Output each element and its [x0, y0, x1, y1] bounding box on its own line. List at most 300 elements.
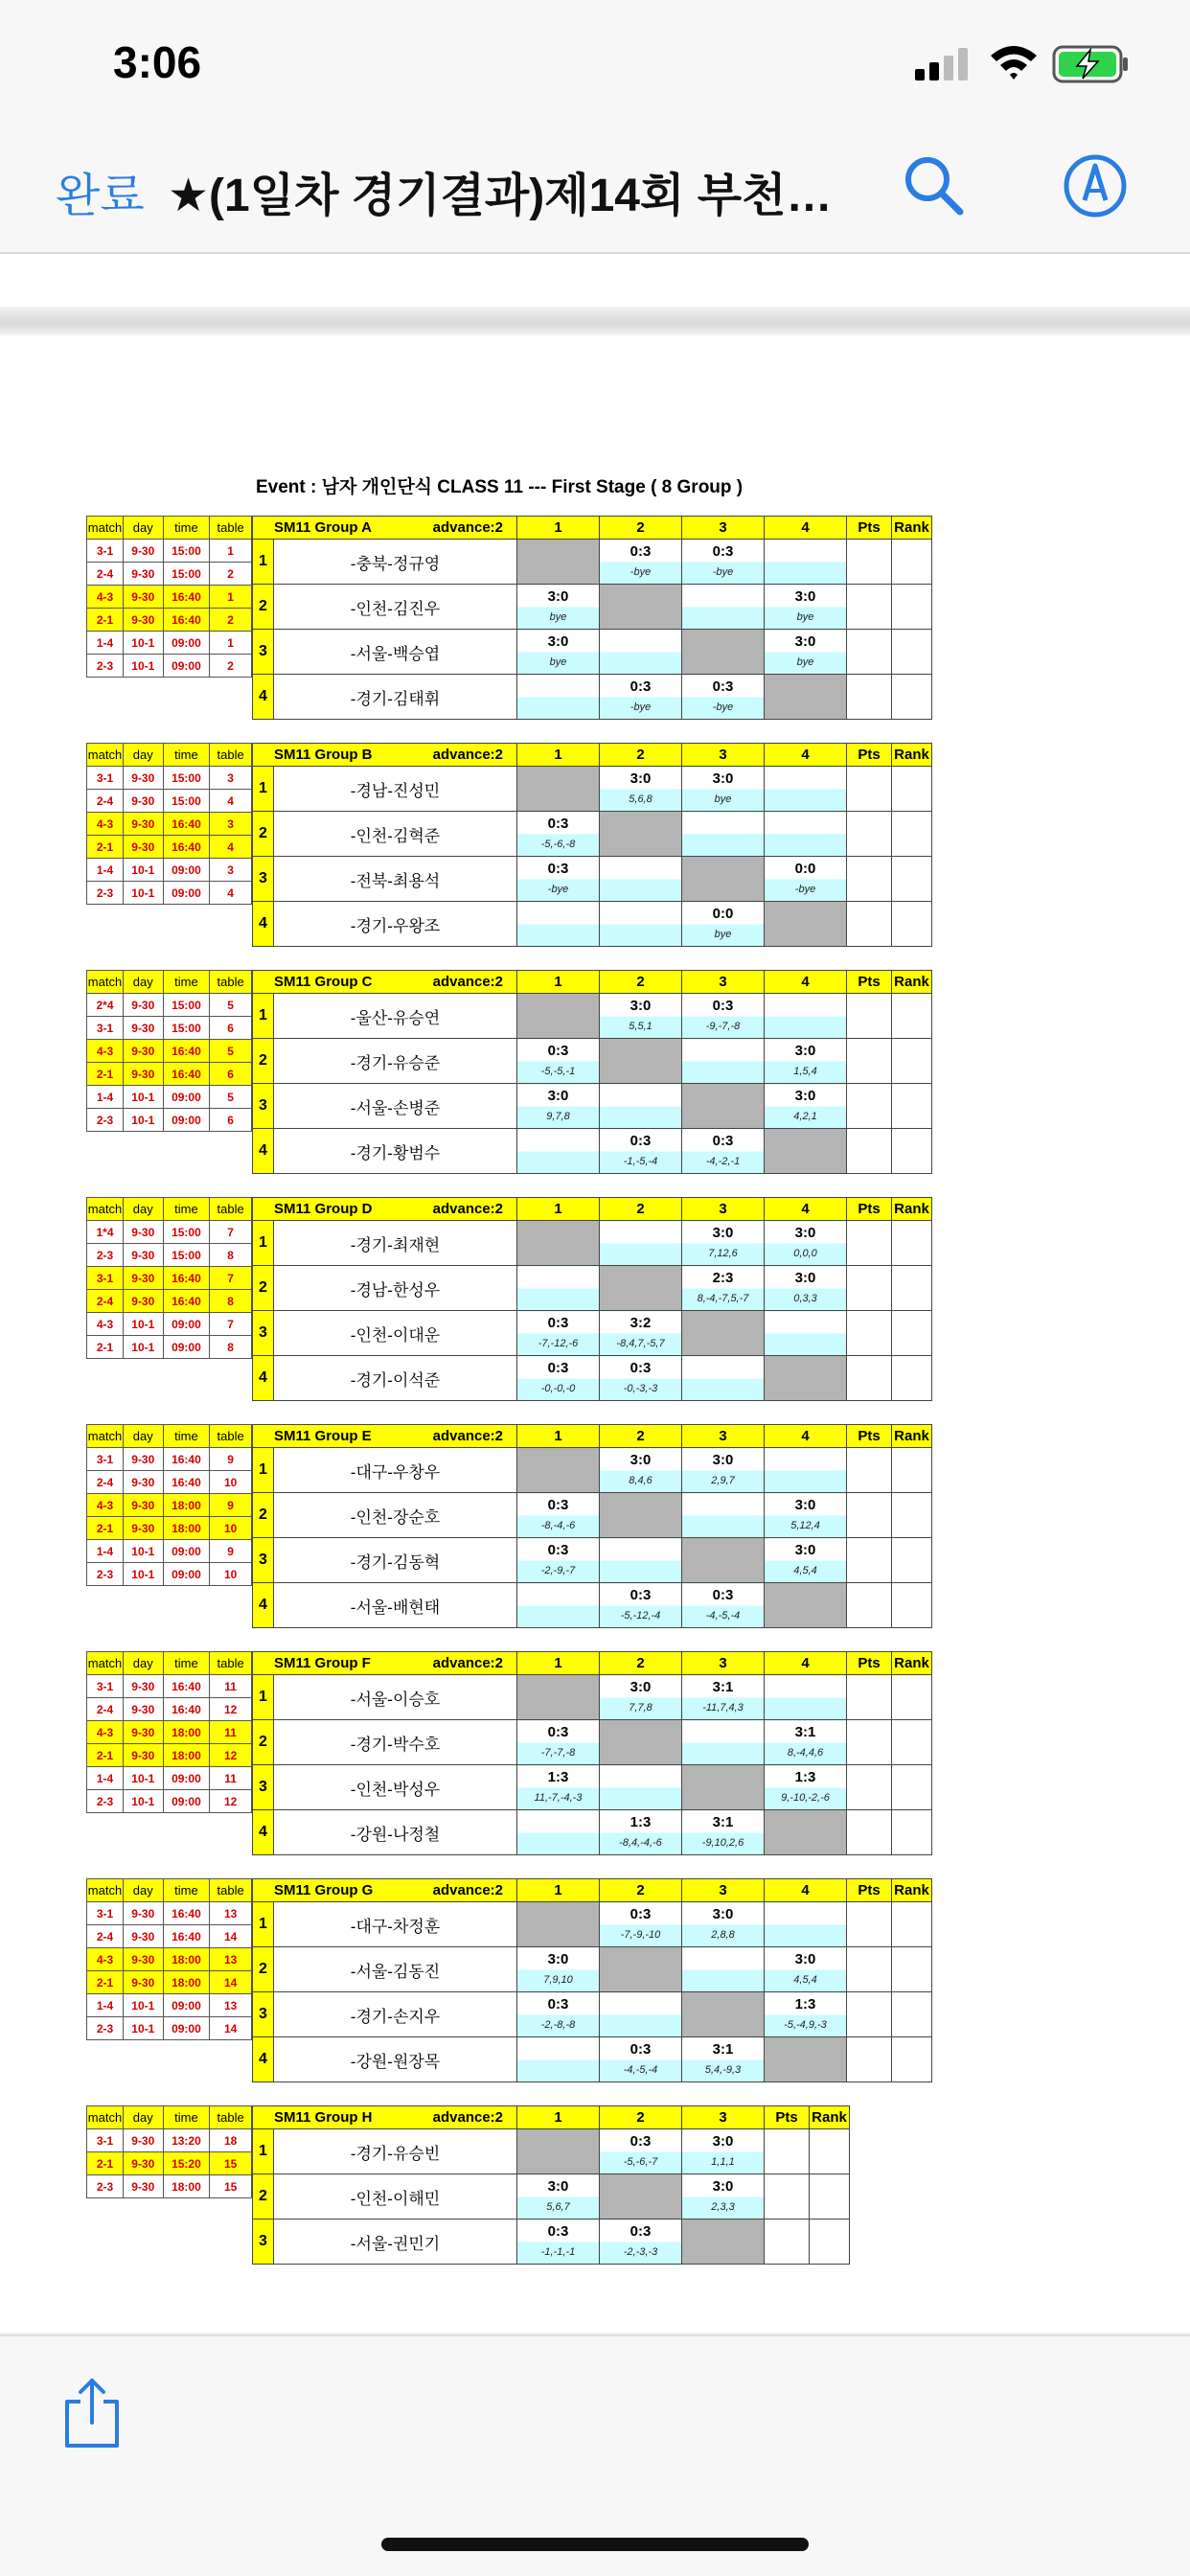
- rank-cell: [892, 1720, 932, 1765]
- self-match-cell: [682, 2220, 765, 2265]
- schedule-row: [87, 813, 252, 836]
- match-result-cell: [517, 675, 600, 720]
- player-name: -전북-최용석: [274, 857, 517, 902]
- player-number: 1: [253, 1221, 274, 1266]
- self-match-cell: [517, 2129, 600, 2174]
- schedule-table: [86, 1878, 252, 2040]
- pts-cell: [765, 2174, 810, 2220]
- schedule-cell: 7: [210, 1221, 252, 1244]
- match-result-cell: [517, 1311, 600, 1356]
- match-result-cell: [765, 857, 847, 902]
- done-button[interactable]: 완료: [56, 171, 145, 221]
- schedule-cell: 09:00: [163, 1767, 210, 1790]
- schedule-row: [87, 1517, 252, 1540]
- schedule-cell: 5: [210, 1040, 252, 1063]
- schedule-row: [87, 1902, 252, 1925]
- schedule-cell: 13: [210, 1994, 252, 2017]
- results-header-row: [253, 517, 932, 540]
- schedule-cell: 1: [210, 540, 252, 563]
- schedule-cell: 16:40: [163, 1448, 210, 1471]
- match-score: 0:3: [547, 1497, 569, 1513]
- match-result-cell: [517, 2220, 600, 2265]
- schedule-header-cell: table: [210, 2106, 252, 2129]
- schedule-cell: 3-1: [87, 767, 124, 790]
- schedule-cell: 14: [210, 2017, 252, 2040]
- opponent-header: 4: [765, 1425, 847, 1448]
- event-title: Event : 남자 개인단식 CLASS 11 --- First Stage ( 8 Group ): [256, 477, 744, 497]
- player-number: 2: [253, 1266, 274, 1311]
- schedule-header-row: [87, 971, 252, 994]
- match-score: 0:3: [629, 1587, 652, 1603]
- opponent-header: 2: [600, 1652, 682, 1675]
- match-result-cell: [517, 1992, 600, 2037]
- schedule-cell: 9-30: [123, 1721, 163, 1744]
- opponent-header: 1: [517, 971, 600, 994]
- match-score: 3:0: [794, 588, 816, 605]
- rank-cell: [892, 540, 932, 585]
- match-result-cell: [600, 2037, 682, 2082]
- schedule-cell: 4-3: [87, 1948, 124, 1971]
- opponent-header: 2: [600, 744, 682, 767]
- match-result-cell: [600, 2220, 682, 2265]
- schedule-row: [87, 563, 252, 586]
- schedule-cell: 10-1: [123, 1109, 163, 1132]
- results-header-row: [253, 1652, 932, 1675]
- player-number: 2: [253, 1720, 274, 1765]
- pts-cell: [847, 1129, 892, 1174]
- player-name: -울산-유승연: [274, 994, 517, 1039]
- match-result-cell: [682, 1129, 765, 1174]
- schedule-cell: 3-1: [87, 1902, 124, 1925]
- rank-header: Rank: [810, 2106, 850, 2129]
- schedule-cell: 2*4: [87, 994, 124, 1017]
- schedule-cell: 8: [210, 1290, 252, 1313]
- pts-cell: [847, 1947, 892, 1992]
- schedule-cell: 2: [210, 609, 252, 632]
- schedule-row: [87, 790, 252, 813]
- opponent-header: 1: [517, 744, 600, 767]
- schedule-cell: 16:40: [163, 1040, 210, 1063]
- player-name: -인천-이대운: [274, 1311, 517, 1356]
- match-detail: -7,-7,-8: [540, 1747, 576, 1759]
- match-result-cell: [517, 1084, 600, 1129]
- match-score: 3:1: [712, 2041, 734, 2058]
- schedule-header-cell: match: [87, 971, 124, 994]
- schedule-header-cell: match: [87, 1652, 124, 1675]
- player-name: -서울-권민기: [274, 2220, 517, 2265]
- match-score: 1:3: [794, 1996, 816, 2012]
- rank-cell: [892, 857, 932, 902]
- page-separator: [0, 307, 1190, 335]
- player-row: [253, 1902, 932, 1947]
- schedule-header-row: [87, 517, 252, 540]
- schedule-row: [87, 767, 252, 790]
- schedule-row: [87, 1744, 252, 1767]
- home-indicator[interactable]: [381, 2538, 809, 2551]
- schedule-cell: 09:00: [163, 2017, 210, 2040]
- self-match-cell: [600, 1720, 682, 1765]
- schedule-cell: 9-30: [123, 1971, 163, 1994]
- match-result-cell: [765, 1765, 847, 1810]
- match-result-cell: [517, 630, 600, 675]
- match-result-cell: [682, 2129, 765, 2174]
- schedule-header-row: [87, 2106, 252, 2129]
- match-result-cell: [600, 675, 682, 720]
- match-result-cell: [517, 902, 600, 947]
- rank-cell: [892, 1675, 932, 1720]
- wifi-icon: [989, 42, 1039, 80]
- opponent-header: 4: [765, 744, 847, 767]
- match-detail: 1,5,4: [793, 1066, 817, 1077]
- player-row: [253, 1720, 932, 1765]
- schedule-row: [87, 1063, 252, 1086]
- rank-cell: [892, 630, 932, 675]
- match-result-cell: [765, 1538, 847, 1583]
- match-result-cell: [600, 1311, 682, 1356]
- player-number: 1: [253, 1675, 274, 1720]
- schedule-header-cell: match: [87, 1198, 124, 1221]
- schedule-cell: 16:40: [163, 836, 210, 859]
- player-row: [253, 2129, 850, 2174]
- schedule-row: [87, 1040, 252, 1063]
- schedule-cell: 11: [210, 1675, 252, 1698]
- pts-cell: [847, 1448, 892, 1493]
- advance-label: advance:2: [432, 974, 503, 990]
- match-result-cell: [517, 2174, 600, 2220]
- match-detail: -4,-5,-4: [705, 1610, 741, 1622]
- match-result-cell: [682, 1266, 765, 1311]
- pts-cell: [847, 1902, 892, 1947]
- player-row: [253, 994, 932, 1039]
- schedule-cell: 9-30: [123, 767, 163, 790]
- schedule-cell: 3: [210, 813, 252, 836]
- match-detail: 2,9,7: [711, 1475, 735, 1486]
- signal-icon: [915, 48, 973, 80]
- schedule-cell: 15:20: [163, 2152, 210, 2175]
- player-row: [253, 1493, 932, 1538]
- schedule-row: [87, 2129, 252, 2152]
- rank-header: Rank: [892, 1425, 932, 1448]
- rank-cell: [892, 994, 932, 1039]
- player-row: [253, 1129, 932, 1174]
- player-name: -경기-손지우: [274, 1992, 517, 2037]
- pts-header: Pts: [847, 971, 892, 994]
- player-row: [253, 1583, 932, 1628]
- match-detail: 2,3,3: [711, 2201, 735, 2213]
- rank-cell: [892, 1493, 932, 1538]
- schedule-cell: 18:00: [163, 1971, 210, 1994]
- match-detail: -7,-12,-6: [538, 1338, 579, 1349]
- schedule-header-cell: table: [210, 1425, 252, 1448]
- schedule-row: [87, 1971, 252, 1994]
- match-detail: -2,-8,-8: [540, 2019, 576, 2031]
- schedule-cell: 14: [210, 1971, 252, 1994]
- match-detail: -5,-12,-4: [620, 1610, 661, 1622]
- schedule-cell: 2-4: [87, 1290, 124, 1313]
- results-table: [252, 1878, 932, 2082]
- schedule-row: [87, 1448, 252, 1471]
- schedule-cell: 16:40: [163, 586, 210, 609]
- match-score: 1:3: [629, 1814, 652, 1830]
- schedule-cell: 18: [210, 2129, 252, 2152]
- schedule-row: [87, 1290, 252, 1313]
- player-row: [253, 857, 932, 902]
- schedule-cell: 9-30: [123, 1063, 163, 1086]
- schedule-row: [87, 2152, 252, 2175]
- self-match-cell: [600, 1039, 682, 1084]
- self-match-cell: [600, 812, 682, 857]
- schedule-cell: 9-30: [123, 540, 163, 563]
- schedule-cell: 7: [210, 1313, 252, 1336]
- opponent-header: 1: [517, 1652, 600, 1675]
- schedule-row: [87, 1563, 252, 1586]
- markup-icon[interactable]: [1062, 152, 1129, 219]
- player-row: [253, 1538, 932, 1583]
- schedule-cell: 10-1: [123, 1767, 163, 1790]
- match-score: 0:3: [629, 1360, 652, 1376]
- schedule-cell: 9-30: [123, 1698, 163, 1721]
- advance-label: advance:2: [432, 747, 503, 763]
- player-name: -충북-정규영: [274, 540, 517, 585]
- rank-cell: [892, 812, 932, 857]
- player-row: [253, 675, 932, 720]
- schedule-row: [87, 609, 252, 632]
- player-name: -서울-배현태: [274, 1583, 517, 1628]
- schedule-cell: 2-4: [87, 1471, 124, 1494]
- status-bar: [0, 0, 1190, 129]
- match-detail: bye: [549, 611, 567, 623]
- schedule-table: [86, 1424, 252, 1586]
- schedule-cell: 16:40: [163, 1902, 210, 1925]
- battery-charging-icon: [1052, 45, 1131, 83]
- player-row: [253, 1039, 932, 1084]
- schedule-cell: 9-30: [123, 994, 163, 1017]
- match-score: 0:3: [547, 1360, 569, 1376]
- schedule-cell: 2-3: [87, 1563, 124, 1586]
- schedule-cell: 7: [210, 1267, 252, 1290]
- schedule-cell: 14: [210, 1925, 252, 1948]
- match-result-cell: [517, 1129, 600, 1174]
- rank-cell: [892, 1902, 932, 1947]
- document-page[interactable]: [0, 335, 1190, 2334]
- match-score: 3:1: [712, 1679, 734, 1695]
- pts-header: Pts: [847, 1425, 892, 1448]
- opponent-header: 2: [600, 517, 682, 540]
- match-result-cell: [682, 1448, 765, 1493]
- match-result-cell: [765, 1311, 847, 1356]
- match-score: 3:1: [712, 1814, 734, 1830]
- match-detail: -8,4,-4,-6: [619, 1837, 662, 1849]
- rank-cell: [810, 2174, 850, 2220]
- match-score: 0:3: [547, 1043, 569, 1059]
- self-match-cell: [517, 767, 600, 812]
- player-name: -강원-원장목: [274, 2037, 517, 2082]
- schedule-cell: 2-3: [87, 1109, 124, 1132]
- match-result-cell: [765, 1675, 847, 1720]
- schedule-cell: 3-1: [87, 1675, 124, 1698]
- schedule-row: [87, 1017, 252, 1040]
- match-result-cell: [765, 1266, 847, 1311]
- self-match-cell: [600, 585, 682, 630]
- self-match-cell: [517, 540, 600, 585]
- pts-cell: [847, 1583, 892, 1628]
- group-name-cell: [253, 744, 517, 767]
- schedule-header-cell: match: [87, 2106, 124, 2129]
- self-match-cell: [682, 1084, 765, 1129]
- advance-label: advance:2: [432, 1882, 503, 1898]
- schedule-cell: 2-3: [87, 2175, 124, 2198]
- group-name-cell: [253, 971, 517, 994]
- player-number: 1: [253, 540, 274, 585]
- schedule-cell: 4: [210, 790, 252, 813]
- player-name: -경기-이석준: [274, 1356, 517, 1401]
- opponent-header: 2: [600, 971, 682, 994]
- status-time: 3:06: [113, 37, 202, 87]
- match-detail: 7,12,6: [708, 1248, 738, 1259]
- schedule-row: [87, 1313, 252, 1336]
- match-detail: -5,-4,9,-3: [784, 2019, 827, 2031]
- match-score: 0:3: [712, 1133, 734, 1149]
- match-detail: -5,-6,-8: [540, 839, 576, 850]
- schedule-cell: 09:00: [163, 1086, 210, 1109]
- player-number: 3: [253, 1992, 274, 2037]
- schedule-cell: 1-4: [87, 1994, 124, 2017]
- schedule-cell: 6: [210, 1109, 252, 1132]
- schedule-cell: 18:00: [163, 1517, 210, 1540]
- schedule-cell: 09:00: [163, 655, 210, 678]
- advance-label: advance:2: [432, 1201, 503, 1217]
- match-result-cell: [600, 1583, 682, 1628]
- schedule-cell: 1: [210, 632, 252, 655]
- opponent-header: 4: [765, 1652, 847, 1675]
- schedule-table: [86, 516, 252, 678]
- match-detail: -7,-9,-10: [620, 1929, 661, 1941]
- player-name: -인천-장순호: [274, 1493, 517, 1538]
- schedule-header-cell: table: [210, 1652, 252, 1675]
- schedule-cell: 9-30: [123, 836, 163, 859]
- pts-cell: [847, 994, 892, 1039]
- share-icon[interactable]: [61, 2377, 123, 2450]
- schedule-cell: 9-30: [123, 1448, 163, 1471]
- schedule-header-cell: match: [87, 1425, 124, 1448]
- match-result-cell: [765, 1039, 847, 1084]
- match-result-cell: [682, 1493, 765, 1538]
- opponent-header: 4: [765, 1879, 847, 1902]
- match-score: 1:3: [794, 1769, 816, 1785]
- pts-cell: [765, 2220, 810, 2265]
- self-match-cell: [682, 1311, 765, 1356]
- schedule-cell: 09:00: [163, 882, 210, 905]
- pts-cell: [847, 1039, 892, 1084]
- self-match-cell: [682, 1538, 765, 1583]
- player-name: -경기-김태휘: [274, 675, 517, 720]
- self-match-cell: [517, 1221, 600, 1266]
- self-match-cell: [517, 1675, 600, 1720]
- player-name: -서울-백승엽: [274, 630, 517, 675]
- player-number: 3: [253, 2220, 274, 2265]
- match-score: 0:3: [712, 1587, 734, 1603]
- pts-cell: [847, 812, 892, 857]
- rank-cell: [810, 2220, 850, 2265]
- schedule-cell: 9-30: [123, 1902, 163, 1925]
- match-result-cell: [600, 1084, 682, 1129]
- self-match-cell: [765, 675, 847, 720]
- schedule-cell: 11: [210, 1767, 252, 1790]
- pts-cell: [847, 767, 892, 812]
- player-number: 3: [253, 1084, 274, 1129]
- rank-cell: [892, 1039, 932, 1084]
- match-result-cell: [682, 675, 765, 720]
- schedule-cell: 09:00: [163, 1109, 210, 1132]
- pts-cell: [847, 902, 892, 947]
- player-row: [253, 902, 932, 947]
- schedule-table: [86, 743, 252, 905]
- pts-cell: [847, 630, 892, 675]
- match-detail: 4,5,4: [793, 1565, 817, 1576]
- match-result-cell: [682, 540, 765, 585]
- player-number: 2: [253, 585, 274, 630]
- match-score: 3:0: [712, 770, 734, 787]
- match-score: 0:0: [712, 906, 734, 922]
- search-icon[interactable]: [901, 152, 968, 219]
- match-result-cell: [682, 812, 765, 857]
- pts-cell: [847, 1493, 892, 1538]
- match-result-cell: [600, 2129, 682, 2174]
- self-match-cell: [765, 1583, 847, 1628]
- player-number: 1: [253, 994, 274, 1039]
- schedule-cell: 9-30: [123, 813, 163, 836]
- results-table: [252, 1424, 932, 1628]
- schedule-cell: 10: [210, 1517, 252, 1540]
- schedule-cell: 2-1: [87, 1517, 124, 1540]
- opponent-header: 1: [517, 2106, 600, 2129]
- match-score: 3:1: [794, 1724, 816, 1740]
- schedule-cell: 16:40: [163, 1471, 210, 1494]
- pts-cell: [847, 2037, 892, 2082]
- advance-label: advance:2: [432, 1428, 503, 1444]
- schedule-header-cell: day: [123, 1425, 163, 1448]
- schedule-header-cell: time: [163, 971, 210, 994]
- schedule-cell: 10-1: [123, 2017, 163, 2040]
- schedule-row: [87, 1767, 252, 1790]
- results-table: [252, 970, 932, 1174]
- player-number: 4: [253, 1129, 274, 1174]
- group-name: SM11 Group E: [274, 1428, 372, 1444]
- schedule-cell: 09:00: [163, 1540, 210, 1563]
- match-score: 0:3: [547, 2223, 569, 2240]
- schedule-cell: 9: [210, 1540, 252, 1563]
- match-detail: -5,-5,-1: [540, 1066, 576, 1077]
- rank-cell: [892, 1810, 932, 1855]
- player-row: [253, 630, 932, 675]
- schedule-cell: 9-30: [123, 1925, 163, 1948]
- schedule-cell: 10: [210, 1471, 252, 1494]
- rank-cell: [892, 1084, 932, 1129]
- schedule-table: [86, 1197, 252, 1359]
- schedule-cell: 18:00: [163, 1744, 210, 1767]
- schedule-cell: 16:40: [163, 813, 210, 836]
- match-score: 3:0: [629, 770, 652, 787]
- schedule-cell: 16:40: [163, 609, 210, 632]
- rank-header: Rank: [892, 517, 932, 540]
- match-score: 3:0: [794, 1542, 816, 1558]
- schedule-row: [87, 1109, 252, 1132]
- pts-cell: [847, 1992, 892, 2037]
- match-detail: -2,-3,-3: [623, 2246, 658, 2258]
- match-detail: 5,4,-9,3: [704, 2064, 742, 2076]
- self-match-cell: [682, 857, 765, 902]
- schedule-header-row: [87, 1425, 252, 1448]
